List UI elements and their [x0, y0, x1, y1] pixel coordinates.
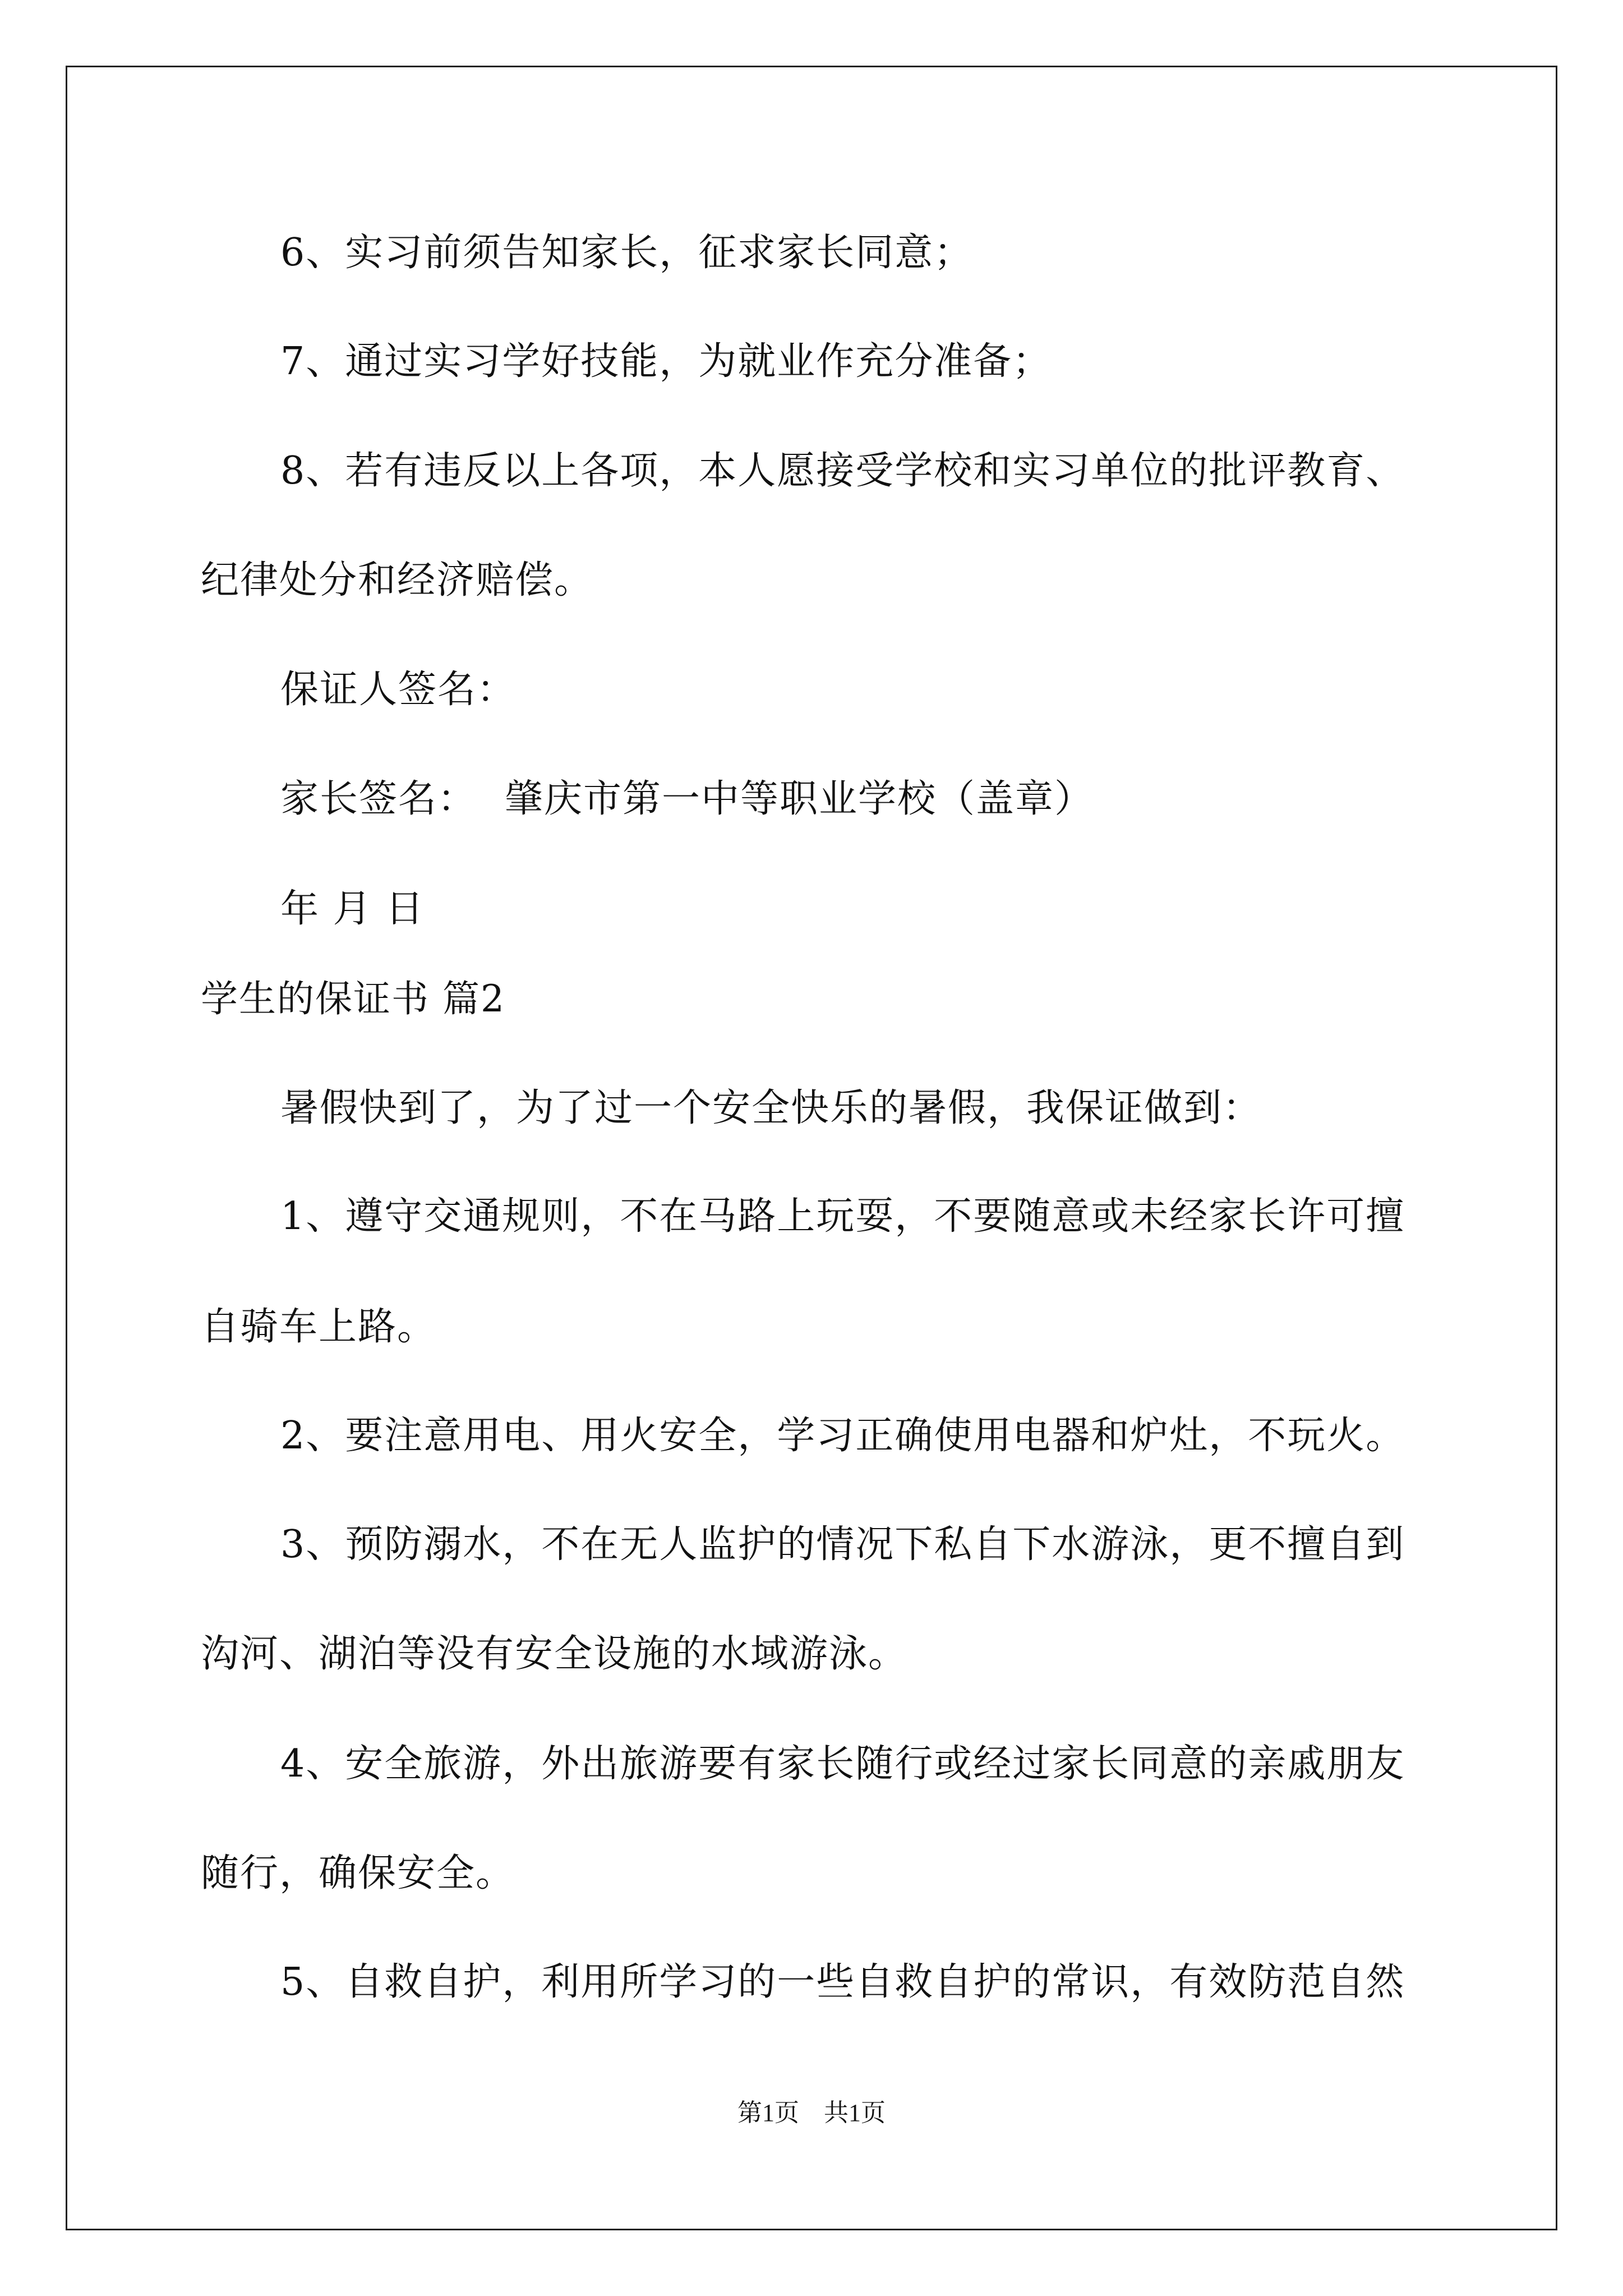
page-frame: [66, 66, 1557, 2230]
parent-signature-line: [280, 777, 1094, 822]
section-heading: 学生的保证书 篇2: [201, 977, 505, 1020]
rule-2: 2、要注意用电、用火安全，学习正确使用电器和炉灶，不玩火。: [280, 1414, 1405, 1458]
intro-paragraph: 暑假快到了，为了过一个安全快乐的暑假，我保证做到：: [280, 1086, 1262, 1130]
item-6: 6、实习前须告知家长，征求家长同意；: [280, 231, 974, 275]
item-7: 7、通过实习学好技能，为就业作充分准备；: [280, 339, 1052, 384]
rule-4: 4、安全旅游，外出旅游要有家长随行或经过家长同意的亲戚朋友: [280, 1742, 1405, 1786]
page-number-current: 第1页: [737, 2099, 799, 2127]
rule-3-continued: 沟河、湖泊等没有安全设施的水域游泳。: [201, 1632, 908, 1676]
parent-signature-label: 家长签名：: [280, 777, 477, 821]
date-line: 年 月 日: [280, 887, 425, 931]
item-8-continued: 纪律处分和经济赔偿。: [201, 558, 594, 602]
rule-1: 1、遵守交通规则，不在马路上玩耍，不要随意或未经家长许可擅: [280, 1194, 1405, 1239]
rule-1-continued: 自骑车上路。: [201, 1305, 437, 1349]
guarantor-signature-label: 保证人签名：: [280, 668, 517, 712]
rule-3: 3、预防溺水，不在无人监护的情况下私自下水游泳，更不擅自到: [280, 1522, 1405, 1567]
rule-5: 5、自救自护，利用所学习的一些自救自护的常识，有效防范自然: [280, 1960, 1405, 2004]
item-8: 8、若有违反以上各项，本人愿接受学校和实习单位的批评教育、: [280, 449, 1405, 493]
school-seal-label: 肇庆市第一中等职业学校（盖章）: [505, 777, 1094, 821]
page-footer: [0, 2099, 1623, 2127]
page-number-total: 共1页: [824, 2099, 886, 2127]
rule-4-continued: 随行，确保安全。: [201, 1851, 515, 1895]
